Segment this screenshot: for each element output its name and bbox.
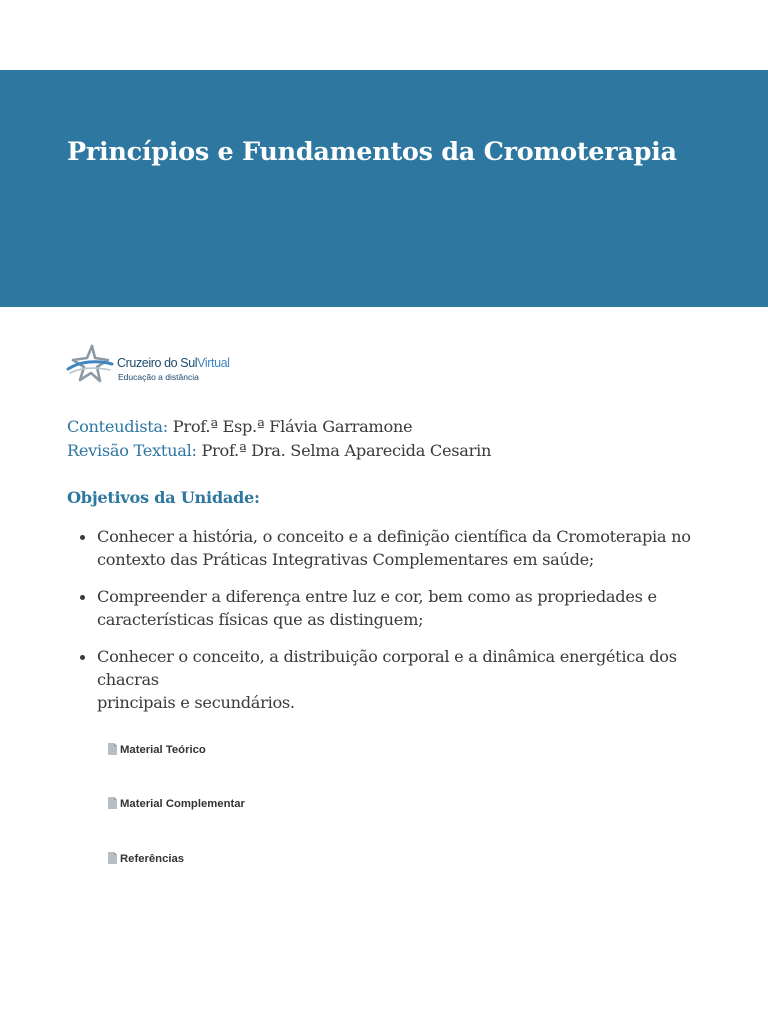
objective-item [79,645,719,714]
objective-line-1: Conhecer a história, o conceito e a definição científica da Cromoterapia no [97,527,691,546]
author-line [67,415,491,439]
page-title: Princípios e Fundamentos da Cromoterapia [67,137,677,167]
document-icon [107,852,117,864]
logo-tagline: Educação a distância [118,372,199,382]
review-value: Prof.ª Dra. Selma Aparecida Cesarin [201,441,492,460]
star-swoosh-logo-icon [66,343,114,389]
credits-block [67,415,491,463]
logo-wordmark [117,356,230,370]
bullet-icon [80,655,85,660]
objective-line-1: Conhecer o conceito, a distribuição corporal e a dinâmica energética dos chacras [97,647,677,689]
bullet-icon [80,595,85,600]
document-icon [107,743,117,755]
objectives-title: Objetivos da Unidade: [67,488,260,507]
cruzeiro-do-sul-logo [66,343,241,389]
referencias-label[interactable]: Referências [120,853,185,865]
objective-line-1: Compreender a diferença entre luz e cor, bem como as propriedades e [97,587,657,606]
author-value: Prof.ª Esp.ª Flávia Garramone [172,417,413,436]
referencias-link[interactable] [107,852,184,868]
material-teorico-link[interactable] [107,743,206,759]
objective-item [79,585,719,631]
objective-line-2: contexto das Práticas Integrativas Complementares em saúde; [97,550,595,569]
objective-item [79,525,719,571]
review-label: Revisão Textual: [67,441,197,460]
document-icon [107,797,117,809]
logo-name-accent: Virtual [197,356,230,370]
author-label: Conteudista: [67,417,168,436]
objective-line-2: principais e secundários. [97,693,295,712]
review-line [67,439,491,463]
bullet-icon [80,535,85,540]
objectives-list [79,525,719,728]
material-teorico-label[interactable]: Material Teórico [120,744,206,756]
logo-name-main: Cruzeiro do Sul [117,356,198,370]
objective-line-2: características físicas que as distinguem; [97,610,424,629]
material-complementar-link[interactable] [107,797,245,813]
header-band [0,70,768,307]
material-complementar-label[interactable]: Material Complementar [120,798,245,810]
